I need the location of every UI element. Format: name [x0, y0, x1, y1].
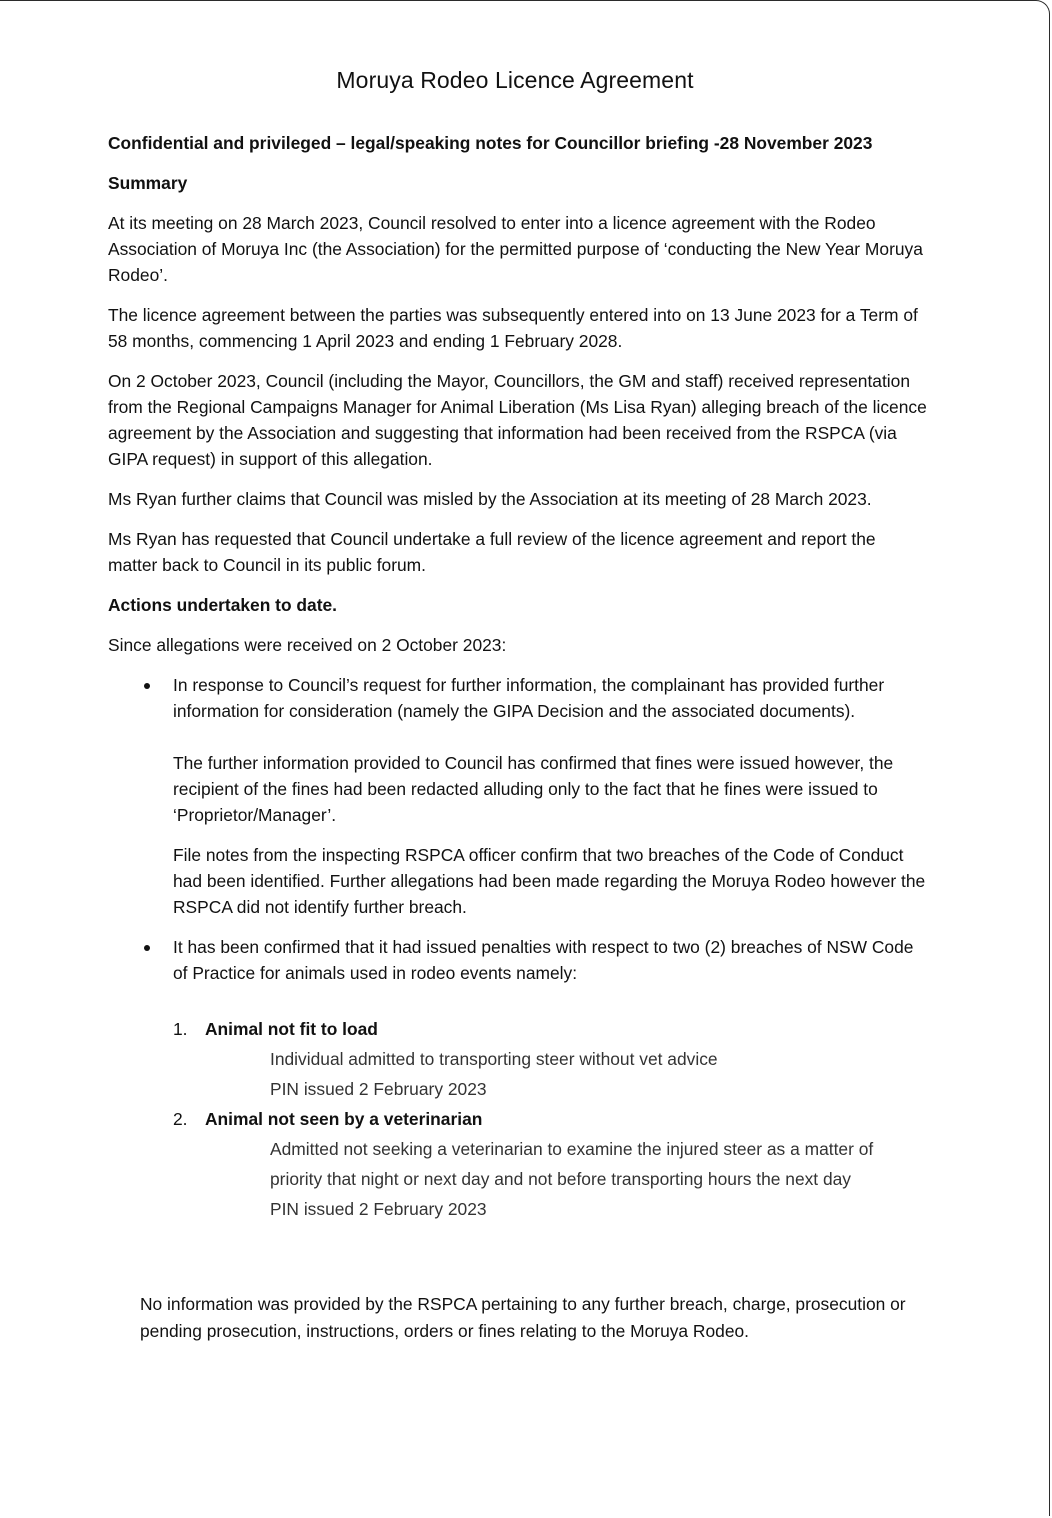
- bullet-text: File notes from the inspecting RSPCA officer confirm that two breaches of the Code of Conduct had been identified. Further allegations had been made regarding the Moruya Rodeo however the RSPCA did not identify further breach.: [173, 845, 926, 917]
- breach-list: [173, 1014, 928, 1224]
- bullet-icon: [144, 945, 150, 951]
- bullet-text: In response to Council’s request for further information, the complainant has provided further information for consideration (namely the GIPA Decision and the associated documents).: [173, 675, 885, 721]
- breach-detail: PIN issued 2 February 2023: [270, 1199, 487, 1219]
- actions-list: [108, 672, 928, 986]
- bullet-text: The further information provided to Council has confirmed that fines were issued however, the recipient of the fines had been redacted alluding only to the fact that he fines were issued to ‘Proprietor/Manager’.: [173, 753, 894, 825]
- breach-item: [173, 1104, 928, 1224]
- breach-number: 2.: [173, 1109, 188, 1129]
- summary-heading: Summary: [108, 173, 188, 193]
- bullet-icon: [144, 683, 150, 689]
- summary-paragraph: At its meeting on 28 March 2023, Council resolved to enter into a licence agreement with the Rodeo Association of Moruya Inc (the Association) for the permitted purpose of ‘conducting the New Year Moruya Rodeo’.: [108, 213, 923, 285]
- briefing-subtitle: Confidential and privileged – legal/speaking notes for Councillor briefing -28 November 2023: [108, 133, 873, 153]
- bullet-text: It has been confirmed that it had issued penalties with respect to two (2) breaches of NSW Code of Practice for animals used in rodeo events namely:: [173, 937, 914, 983]
- summary-paragraph: Ms Ryan further claims that Council was misled by the Association at its meeting of 28 March 2023.: [108, 489, 872, 509]
- breach-title: Animal not seen by a veterinarian: [205, 1109, 483, 1129]
- breach-number: 1.: [173, 1019, 188, 1039]
- breach-detail: PIN issued 2 February 2023: [270, 1079, 487, 1099]
- list-item: [108, 934, 928, 986]
- document-title: Moruya Rodeo Licence Agreement: [336, 67, 694, 93]
- summary-paragraph: Ms Ryan has requested that Council undertake a full review of the licence agreement and report the matter back to Council in its public forum.: [108, 529, 876, 575]
- summary-paragraph: The licence agreement between the parties was subsequently entered into on 13 June 2023 for a Term of 58 months, commencing 1 April 2023 and ending 1 February 2028.: [108, 305, 918, 351]
- actions-heading: Actions undertaken to date.: [108, 595, 338, 615]
- list-item: [108, 672, 928, 920]
- summary-paragraph: On 2 October 2023, Council (including the Mayor, Councillors, the GM and staff) received representation from the Regional Campaigns Manager for Animal Liberation (Ms Lisa Ryan) alleging breach of the licence agreement by the Association and suggesting that information had been received from the RSPCA (via GIPA request) in support of this allegation.: [108, 371, 927, 469]
- breach-title: Animal not fit to load: [205, 1019, 378, 1039]
- breach-item: [173, 1014, 928, 1104]
- closing-paragraph: No information was provided by the RSPCA pertaining to any further breach, charge, prosecution or pending prosecution, instructions, orders or fines relating to the Moruya Rodeo.: [140, 1294, 906, 1341]
- breach-detail: Admitted not seeking a veterinarian to examine the injured steer as a matter of priority that night or next day and not before transporting hours the next day: [270, 1139, 874, 1189]
- document-body: [108, 130, 928, 1224]
- breach-detail: Individual admitted to transporting steer without vet advice: [270, 1049, 718, 1069]
- actions-intro: Since allegations were received on 2 October 2023:: [108, 635, 507, 655]
